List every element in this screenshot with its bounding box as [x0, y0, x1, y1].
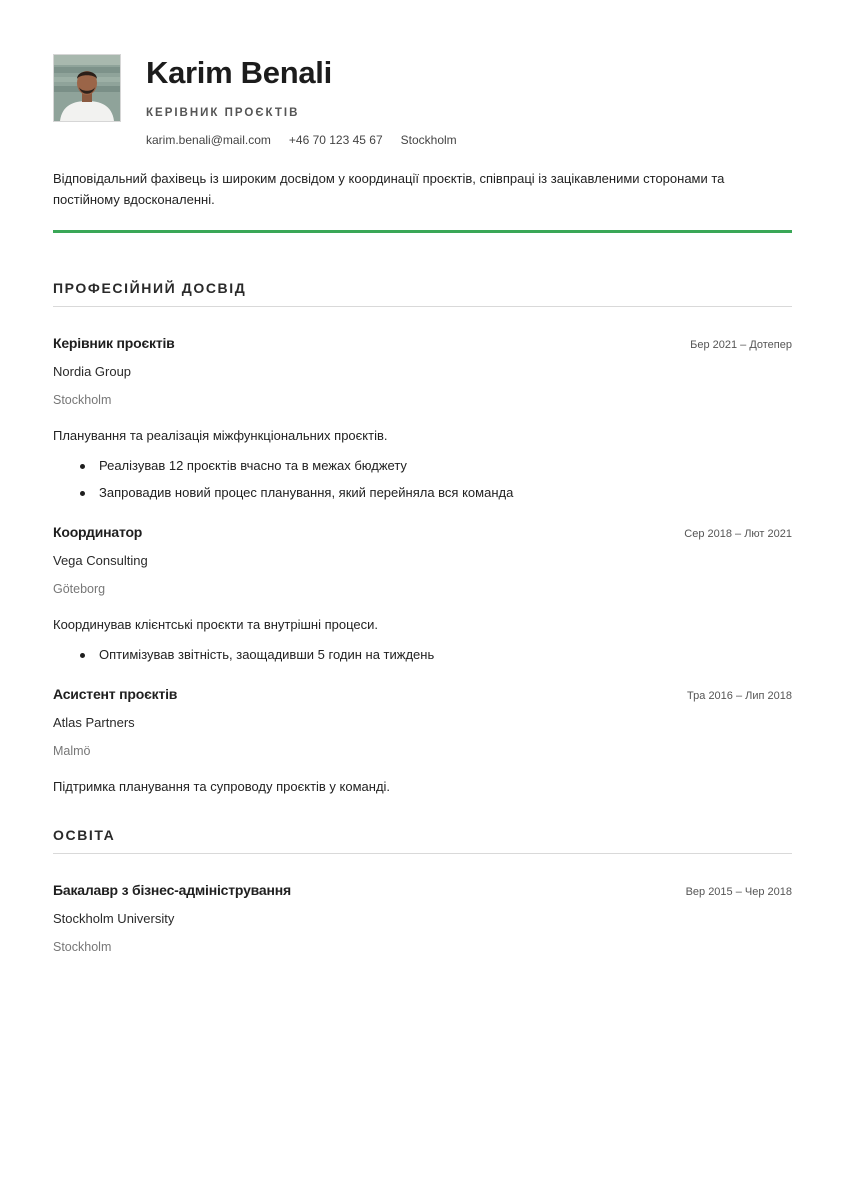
entry-dates: Сер 2018 – Лют 2021: [684, 528, 792, 540]
profile-photo-icon: [54, 55, 120, 121]
entry-organization: Atlas Partners: [53, 715, 135, 730]
education-school: Stockholm University: [53, 911, 175, 926]
entry-location: Stockholm: [53, 940, 112, 954]
education-entry: [53, 882, 792, 955]
job-title: КЕРІВНИК ПРОЄКТІВ: [146, 107, 300, 119]
entry-dates: Бер 2021 – Дотепер: [690, 339, 792, 351]
entry-organization: Vega Consulting: [53, 553, 148, 568]
entry-organization: Nordia Group: [53, 364, 132, 379]
accent-divider: [53, 230, 792, 233]
entry-location: Stockholm: [53, 393, 112, 407]
section-divider: [53, 306, 792, 307]
section-divider: [53, 853, 792, 854]
entry-description: Планування та реалізація міжфункціональних проєктів.: [53, 428, 388, 443]
entry-bullets: [53, 647, 792, 663]
entry-description: Підтримка планування та супроводу проєктів у команді.: [53, 779, 391, 794]
education-degree: Бакалавр з бізнес-адміністрування: [53, 882, 291, 898]
entry-header: [53, 524, 792, 540]
entry-location: Göteborg: [53, 582, 106, 596]
entry-role: Координатор: [53, 524, 143, 540]
entry-header: [53, 686, 792, 702]
entry-role: Асистент проєктів: [53, 686, 178, 702]
section-title-education: ОСВІТА: [53, 827, 116, 843]
entry-bullets: [53, 458, 792, 501]
header-text: [146, 54, 475, 148]
experience-entry: [53, 524, 792, 663]
contact-email: karim.benali@mail.com: [146, 133, 271, 147]
candidate-name: Karim Benali: [146, 55, 332, 90]
entry-role: Керівник проєктів: [53, 335, 175, 351]
contact-city: Stockholm: [400, 133, 457, 147]
experience-entry: [53, 686, 792, 795]
experience-section: [53, 279, 792, 795]
experience-entry: [53, 335, 792, 501]
contact-phone: +46 70 123 45 67: [288, 133, 383, 147]
entry-header: [53, 882, 792, 898]
entry-dates: Тра 2016 – Лип 2018: [687, 690, 792, 702]
profile-photo: [53, 54, 121, 122]
entry-dates: Вер 2015 – Чер 2018: [685, 886, 792, 898]
education-section: [53, 826, 792, 955]
entry-header: [53, 335, 792, 351]
entry-location: Malmö: [53, 744, 91, 758]
contact-line: [146, 132, 475, 148]
list-item: Оптимізував звітність, заощадивши 5 годин на тиждень: [99, 647, 792, 663]
profile-summary: Відповідальний фахівець із широким досвідом у координації проєктів, співпраці із зацікавленими сторонами та постійному вдосконаленні.: [53, 171, 725, 207]
list-item: Реалізував 12 проєктів вчасно та в межах бюджету: [99, 458, 792, 474]
resume-header: [53, 54, 792, 148]
list-item: Запровадив новий процес планування, який перейняла вся команда: [99, 485, 792, 501]
entry-description: Координував клієнтські проєкти та внутрішні процеси.: [53, 617, 378, 632]
section-title-experience: ПРОФЕСІЙНИЙ ДОСВІД: [53, 280, 247, 296]
